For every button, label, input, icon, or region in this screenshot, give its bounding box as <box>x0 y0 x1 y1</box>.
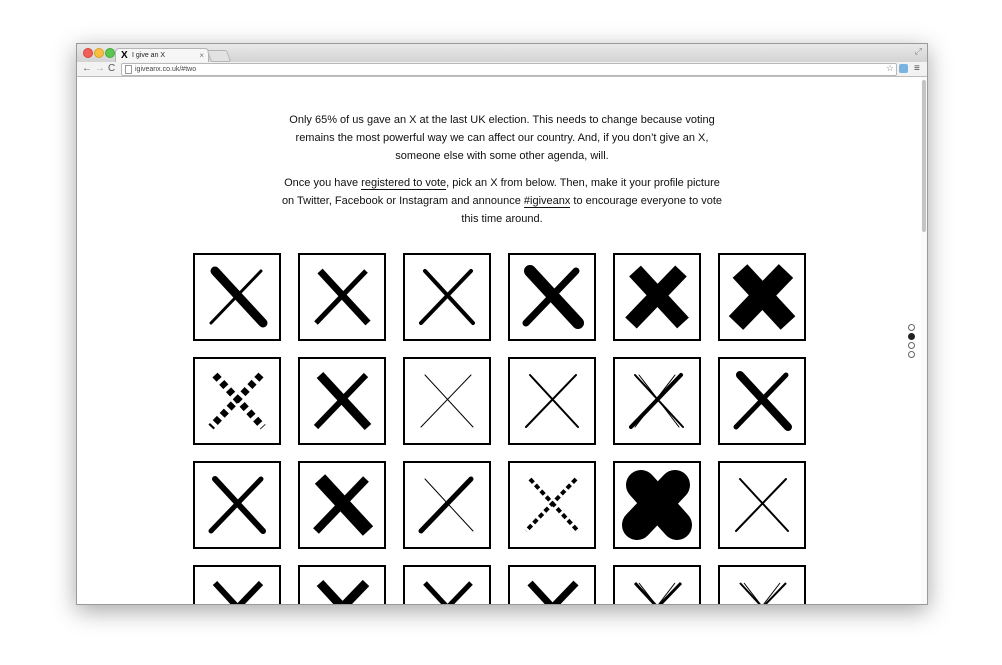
sketchy-x-icon <box>615 359 699 443</box>
x-favicon-icon: X <box>121 50 128 61</box>
x-option-tile[interactable] <box>403 253 491 341</box>
x-option-tile[interactable] <box>403 565 491 604</box>
section-nav-dot[interactable] <box>908 342 915 349</box>
page-content <box>77 77 927 604</box>
browser-toolbar <box>77 62 927 77</box>
shaded-x-icon <box>510 567 594 604</box>
calligraphy-x-icon <box>195 463 279 547</box>
scrollbar[interactable] <box>921 77 927 604</box>
tab-title: I give an X <box>132 52 166 59</box>
scrollbar-thumb[interactable] <box>922 80 926 232</box>
intro-text-segment: Once you have <box>284 177 362 189</box>
x-option-tile[interactable] <box>298 253 386 341</box>
minimize-window-button[interactable] <box>94 48 104 58</box>
pencil-x-icon <box>720 463 804 547</box>
intro-paragraph-1: Only 65% of us gave an X at the last UK election. This needs to change because voting remains the most powerful way we can affect our country. And, if you don’t give an X, someone else with some other agenda, will. <box>289 114 715 162</box>
back-button[interactable]: ← <box>82 63 92 74</box>
x-option-tile[interactable] <box>298 357 386 445</box>
crosshatch-x-icon <box>720 567 804 604</box>
x-option-tile[interactable] <box>193 461 281 549</box>
dripping-brush-x-icon <box>510 255 594 339</box>
page-icon <box>125 65 132 74</box>
tab-close-icon[interactable]: × <box>199 51 204 60</box>
reload-button[interactable]: C <box>108 63 116 74</box>
browser-tab[interactable] <box>115 48 209 63</box>
marker-x-icon <box>300 359 384 443</box>
outline-x-icon <box>195 567 279 604</box>
intro-text-segment: , pick an X from below. Then, make it your profile picture on Twitter, Facebook or Instagram and announce <box>281 177 720 207</box>
x-option-tile[interactable] <box>508 357 596 445</box>
x-option-tile[interactable] <box>613 565 701 604</box>
fullscreen-icon[interactable]: ⤢ <box>914 46 922 56</box>
igiveanx-hashtag-link[interactable]: #igiveanx <box>523 195 571 207</box>
thin-brush-x-icon <box>405 255 489 339</box>
stitched-squares-x-icon <box>195 359 279 443</box>
x-option-tile[interactable] <box>403 357 491 445</box>
section-nav-dot[interactable] <box>908 324 915 331</box>
x-option-tile[interactable] <box>613 253 701 341</box>
hatched-x-icon <box>300 567 384 604</box>
chalk-x-icon <box>405 463 489 547</box>
multi-line-x-icon <box>615 567 699 604</box>
x-option-tile[interactable] <box>718 357 806 445</box>
hairline-x-icon <box>405 359 489 443</box>
brush-x-icon <box>195 255 279 339</box>
x-option-tile[interactable] <box>298 565 386 604</box>
x-option-tile[interactable] <box>508 253 596 341</box>
x-option-tile[interactable] <box>718 461 806 549</box>
scratchy-brush-x-icon <box>300 255 384 339</box>
registered-to-vote-link[interactable]: registered to vote <box>361 177 447 189</box>
menu-icon[interactable]: ≡ <box>914 63 920 74</box>
close-window-button[interactable] <box>83 48 93 58</box>
intro-paragraph-2 <box>277 174 727 228</box>
x-option-tile[interactable] <box>718 565 806 604</box>
address-bar[interactable] <box>121 63 897 76</box>
url-text[interactable]: igiveanx.co.uk/#two <box>135 66 197 73</box>
rough-brush-x-icon <box>720 359 804 443</box>
ribbon-x-icon <box>405 567 489 604</box>
rounded-blob-x-icon <box>615 463 699 547</box>
extension-icon[interactable] <box>899 64 908 73</box>
maximize-window-button[interactable] <box>105 48 115 58</box>
x-option-tile[interactable] <box>613 461 701 549</box>
thick-marker-x-icon <box>300 463 384 547</box>
x-option-tile[interactable] <box>613 357 701 445</box>
x-option-tile[interactable] <box>193 357 281 445</box>
x-option-tile[interactable] <box>193 565 281 604</box>
intro-text <box>277 111 727 237</box>
x-option-tile[interactable] <box>508 565 596 604</box>
bold-paint-x-icon <box>615 255 699 339</box>
x-option-tile[interactable] <box>508 461 596 549</box>
x-option-tile[interactable] <box>403 461 491 549</box>
heavy-stamp-x-icon <box>720 255 804 339</box>
x-option-tile[interactable] <box>193 253 281 341</box>
bookmark-star-icon[interactable]: ☆ <box>885 63 894 73</box>
browser-window <box>76 43 928 605</box>
forward-button[interactable]: → <box>95 63 105 74</box>
section-nav-dot[interactable] <box>908 351 915 358</box>
dashed-x-icon <box>510 463 594 547</box>
title-bar <box>77 44 927 62</box>
x-option-tile[interactable] <box>298 461 386 549</box>
new-tab-button[interactable] <box>207 50 231 62</box>
x-option-tile[interactable] <box>718 253 806 341</box>
intro-text-segment: to encourage everyone to vote this time around. <box>461 195 723 225</box>
pen-x-icon <box>510 359 594 443</box>
section-nav-dot[interactable] <box>908 333 915 340</box>
